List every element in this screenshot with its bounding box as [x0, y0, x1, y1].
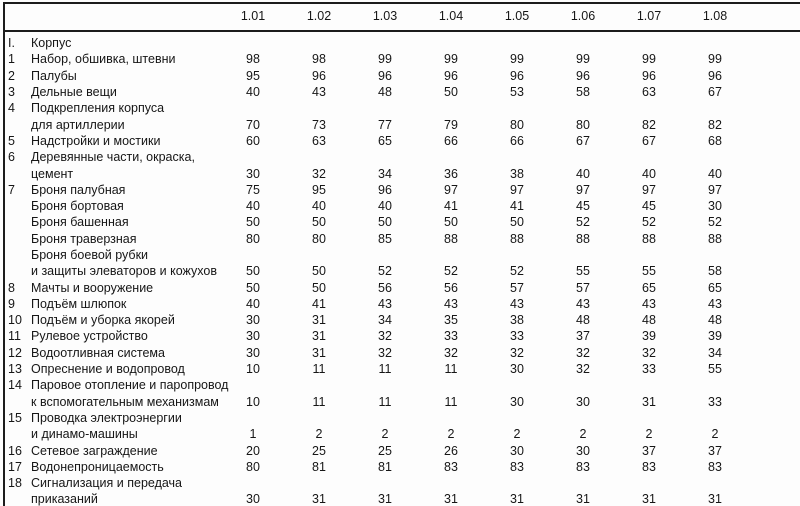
- table-row: [5, 263, 800, 279]
- value-cell: 33: [642, 362, 656, 377]
- table-header-separator: [3, 30, 800, 32]
- value-cell: 43: [378, 296, 392, 311]
- value-cell: 30: [246, 345, 260, 360]
- value-cell: 31: [378, 492, 392, 506]
- value-cell: 48: [378, 85, 392, 100]
- value-cell: 99: [510, 52, 524, 67]
- value-cell: 77: [378, 117, 392, 132]
- value-cell: 68: [708, 133, 722, 148]
- value-cell: 83: [444, 459, 458, 474]
- row-label: Корпус: [31, 36, 72, 51]
- value-cell: 65: [708, 280, 722, 295]
- row-number: 12: [8, 345, 22, 360]
- table-body: [5, 35, 800, 506]
- table-row: [5, 84, 800, 100]
- column-header: 1.08: [702, 9, 728, 23]
- value-cell: 40: [642, 166, 656, 181]
- value-cell: 97: [576, 182, 590, 197]
- value-cell: 96: [444, 68, 458, 83]
- table-row: [5, 377, 800, 393]
- value-cell: 11: [312, 362, 326, 377]
- value-cell: 43: [642, 296, 656, 311]
- value-cell: 96: [576, 68, 590, 83]
- value-cell: 52: [708, 215, 722, 230]
- row-number: 8: [8, 280, 15, 295]
- row-number: 5: [8, 133, 15, 148]
- value-cell: 52: [378, 264, 392, 279]
- row-number: I.: [8, 36, 15, 51]
- value-cell: 2: [381, 427, 389, 442]
- table-row: [5, 68, 800, 84]
- value-cell: 85: [378, 231, 392, 246]
- value-cell: 11: [378, 394, 392, 409]
- value-cell: 58: [576, 85, 590, 100]
- row-label: Подъём и уборка якорей: [31, 313, 175, 328]
- value-cell: 83: [576, 459, 590, 474]
- row-label: Сетевое заграждение: [31, 443, 158, 458]
- value-cell: 67: [708, 85, 722, 100]
- row-number: 2: [8, 68, 15, 83]
- value-cell: 60: [246, 133, 260, 148]
- value-cell: 33: [708, 394, 722, 409]
- table-row: [5, 345, 800, 361]
- value-cell: 83: [510, 459, 524, 474]
- value-cell: 50: [378, 215, 392, 230]
- table-row: [5, 426, 800, 442]
- table-row: [5, 491, 800, 506]
- row-label: Подъём шлюпок: [31, 296, 127, 311]
- row-label: Водоотливная система: [31, 345, 165, 360]
- value-cell: 32: [378, 329, 392, 344]
- value-cell: 40: [576, 166, 590, 181]
- value-cell: 48: [708, 313, 722, 328]
- value-cell: 88: [444, 231, 458, 246]
- value-cell: 30: [246, 329, 260, 344]
- value-cell: 99: [378, 52, 392, 67]
- row-number: 7: [8, 182, 15, 197]
- row-label: Проводка электроэнергии: [31, 410, 182, 425]
- row-number: 1: [8, 52, 15, 67]
- value-cell: 95: [312, 182, 326, 197]
- value-cell: 10: [246, 362, 260, 377]
- value-cell: 65: [642, 280, 656, 295]
- value-cell: 30: [246, 492, 260, 506]
- value-cell: 43: [312, 85, 326, 100]
- value-cell: 34: [378, 166, 392, 181]
- value-cell: 50: [312, 264, 326, 279]
- row-label: Деревянные части, окраска,: [31, 150, 195, 165]
- value-cell: 66: [510, 133, 524, 148]
- value-cell: 11: [312, 394, 326, 409]
- row-number: 15: [8, 410, 22, 425]
- row-label: и динамо-машины: [31, 427, 138, 442]
- table-row: [5, 328, 800, 344]
- value-cell: 73: [312, 117, 326, 132]
- value-cell: 43: [444, 296, 458, 311]
- value-cell: 67: [642, 133, 656, 148]
- row-label: Броня бортовая: [31, 199, 124, 214]
- value-cell: 40: [708, 166, 722, 181]
- table-row: [5, 214, 800, 230]
- row-label: Рулевое устройство: [31, 329, 148, 344]
- table-row: [5, 312, 800, 328]
- table-row: [5, 442, 800, 458]
- value-cell: 2: [645, 427, 653, 442]
- value-cell: 80: [246, 231, 260, 246]
- table-row: [5, 198, 800, 214]
- value-cell: 32: [510, 345, 524, 360]
- value-cell: 82: [642, 117, 656, 132]
- value-cell: 80: [246, 459, 260, 474]
- value-cell: 97: [510, 182, 524, 197]
- value-cell: 96: [708, 68, 722, 83]
- row-label: и защиты элеваторов и кожухов: [31, 264, 217, 279]
- column-header: 1.04: [438, 9, 464, 23]
- value-cell: 88: [576, 231, 590, 246]
- column-header: 1.02: [306, 9, 332, 23]
- row-number: 11: [8, 329, 21, 344]
- row-number: 3: [8, 85, 15, 100]
- value-cell: 83: [708, 459, 722, 474]
- row-label: Опреснение и водопровод: [31, 362, 185, 377]
- table-row: [5, 116, 800, 132]
- value-cell: 31: [510, 492, 524, 506]
- value-cell: 97: [444, 182, 458, 197]
- value-cell: 32: [576, 345, 590, 360]
- value-cell: 30: [510, 443, 524, 458]
- value-cell: 97: [642, 182, 656, 197]
- row-label: к вспомогательным механизмам: [31, 394, 219, 409]
- value-cell: 11: [378, 362, 392, 377]
- row-label: Броня башенная: [31, 215, 129, 230]
- value-cell: 67: [576, 133, 590, 148]
- value-cell: 50: [444, 215, 458, 230]
- value-cell: 56: [378, 280, 392, 295]
- value-cell: 31: [642, 394, 656, 409]
- value-cell: 30: [510, 362, 524, 377]
- row-label: Набор, обшивка, штевни: [31, 52, 176, 67]
- value-cell: 43: [510, 296, 524, 311]
- value-cell: 45: [642, 199, 656, 214]
- value-cell: 95: [246, 68, 260, 83]
- value-cell: 37: [642, 443, 656, 458]
- value-cell: 55: [708, 362, 722, 377]
- value-cell: 40: [246, 85, 260, 100]
- value-cell: 65: [378, 133, 392, 148]
- table-row: [5, 459, 800, 475]
- value-cell: 81: [312, 459, 326, 474]
- row-label: Броня боевой рубки: [31, 248, 149, 262]
- value-cell: 50: [312, 280, 326, 295]
- row-label: цемент: [31, 166, 74, 181]
- table-row: [5, 149, 800, 165]
- value-cell: 98: [312, 52, 326, 67]
- value-cell: 32: [312, 166, 326, 181]
- value-cell: 39: [642, 329, 656, 344]
- value-cell: 38: [510, 166, 524, 181]
- value-cell: 1: [249, 427, 257, 442]
- value-cell: 31: [642, 492, 656, 506]
- row-label: Сигнализация и передача: [31, 476, 183, 491]
- value-cell: 96: [378, 68, 392, 83]
- row-number: 18: [8, 476, 22, 491]
- row-label: Броня палубная: [31, 182, 126, 197]
- value-cell: 52: [642, 215, 656, 230]
- value-cell: 2: [579, 427, 587, 442]
- row-label: Броня траверзная: [31, 231, 137, 246]
- table-row: [5, 394, 800, 410]
- value-cell: 52: [576, 215, 590, 230]
- value-cell: 50: [312, 215, 326, 230]
- table-row: [5, 361, 800, 377]
- value-cell: 38: [510, 313, 524, 328]
- table-row: [5, 51, 800, 67]
- value-cell: 96: [642, 68, 656, 83]
- value-cell: 25: [312, 443, 326, 458]
- value-cell: 2: [315, 427, 323, 442]
- value-cell: 63: [642, 85, 656, 100]
- value-cell: 31: [444, 492, 458, 506]
- row-label: Паровое отопление и паропровод: [31, 378, 229, 393]
- value-cell: 31: [708, 492, 722, 506]
- value-cell: 30: [708, 199, 722, 214]
- value-cell: 41: [510, 199, 524, 214]
- value-cell: 88: [642, 231, 656, 246]
- row-label: Дельные вещи: [31, 85, 117, 100]
- value-cell: 57: [576, 280, 590, 295]
- value-cell: 30: [576, 443, 590, 458]
- value-cell: 40: [312, 199, 326, 214]
- value-cell: 32: [378, 345, 392, 360]
- value-cell: 96: [312, 68, 326, 83]
- value-cell: 31: [312, 313, 326, 328]
- value-cell: 98: [246, 52, 260, 67]
- row-number: 4: [8, 101, 15, 116]
- column-header: 1.03: [372, 9, 398, 23]
- row-number: 16: [8, 443, 22, 458]
- column-header: 1.01: [240, 9, 266, 23]
- table-row: [5, 247, 800, 263]
- value-cell: 35: [444, 313, 458, 328]
- value-cell: 41: [444, 199, 458, 214]
- value-cell: 52: [444, 264, 458, 279]
- value-cell: 70: [246, 117, 260, 132]
- row-number: 14: [8, 378, 22, 393]
- column-header: 1.06: [570, 9, 596, 23]
- value-cell: 50: [444, 85, 458, 100]
- table-row: [5, 296, 800, 312]
- row-label: Палубы: [31, 68, 77, 83]
- row-label: Мачты и вооружение: [31, 280, 154, 295]
- value-cell: 39: [708, 329, 722, 344]
- value-cell: 96: [378, 182, 392, 197]
- row-label: для артиллерии: [31, 117, 125, 132]
- value-cell: 41: [312, 296, 326, 311]
- value-cell: 31: [312, 345, 326, 360]
- row-label: Надстройки и мостики: [31, 133, 161, 148]
- table-row: [5, 100, 800, 116]
- table-row: [5, 231, 800, 247]
- row-label: Подкрепления корпуса: [31, 101, 165, 116]
- value-cell: 58: [708, 264, 722, 279]
- value-cell: 53: [510, 85, 524, 100]
- value-cell: 31: [312, 329, 326, 344]
- value-cell: 88: [708, 231, 722, 246]
- value-cell: 83: [642, 459, 656, 474]
- value-cell: 30: [510, 394, 524, 409]
- row-label: приказаний: [31, 492, 98, 506]
- value-cell: 25: [378, 443, 392, 458]
- value-cell: 97: [708, 182, 722, 197]
- value-cell: 80: [312, 231, 326, 246]
- value-cell: 32: [444, 345, 458, 360]
- value-cell: 50: [510, 215, 524, 230]
- row-number: 13: [8, 362, 22, 377]
- value-cell: 50: [246, 280, 260, 295]
- table-row: [5, 165, 800, 181]
- value-cell: 81: [378, 459, 392, 474]
- table-row: [5, 35, 800, 51]
- value-cell: 48: [576, 313, 590, 328]
- row-number: 6: [8, 150, 15, 165]
- value-cell: 99: [444, 52, 458, 67]
- row-label: Водонепроницаемость: [31, 459, 164, 474]
- value-cell: 37: [576, 329, 590, 344]
- value-cell: 11: [444, 394, 458, 409]
- value-cell: 50: [246, 264, 260, 279]
- value-cell: 99: [708, 52, 722, 67]
- table-row: [5, 475, 800, 491]
- column-header: 1.07: [636, 9, 662, 23]
- table-header: [5, 2, 800, 30]
- value-cell: 32: [642, 345, 656, 360]
- row-number: 17: [8, 459, 22, 474]
- value-cell: 79: [444, 117, 458, 132]
- value-cell: 2: [513, 427, 521, 442]
- value-cell: 33: [444, 329, 458, 344]
- value-cell: 30: [246, 313, 260, 328]
- value-cell: 40: [378, 199, 392, 214]
- value-cell: 40: [246, 199, 260, 214]
- value-cell: 26: [444, 443, 458, 458]
- value-cell: 56: [444, 280, 458, 295]
- value-cell: 80: [576, 117, 590, 132]
- value-cell: 63: [312, 133, 326, 148]
- table-row: [5, 410, 800, 426]
- value-cell: 2: [447, 427, 455, 442]
- value-cell: 88: [510, 231, 524, 246]
- value-cell: 33: [510, 329, 524, 344]
- value-cell: 48: [642, 313, 656, 328]
- value-cell: 2: [711, 427, 719, 442]
- value-cell: 82: [708, 117, 722, 132]
- table-row: [5, 182, 800, 198]
- value-cell: 43: [708, 296, 722, 311]
- value-cell: 11: [444, 362, 458, 377]
- value-cell: 80: [510, 117, 524, 132]
- value-cell: 31: [312, 492, 326, 506]
- value-cell: 37: [708, 443, 722, 458]
- value-cell: 30: [576, 394, 590, 409]
- value-cell: 50: [246, 215, 260, 230]
- value-cell: 66: [444, 133, 458, 148]
- value-cell: 40: [246, 296, 260, 311]
- value-cell: 34: [708, 345, 722, 360]
- value-cell: 52: [510, 264, 524, 279]
- value-cell: 20: [246, 443, 260, 458]
- value-cell: 55: [576, 264, 590, 279]
- value-cell: 96: [510, 68, 524, 83]
- value-cell: 57: [510, 280, 524, 295]
- value-cell: 30: [246, 166, 260, 181]
- value-cell: 32: [576, 362, 590, 377]
- value-cell: 10: [246, 394, 260, 409]
- table-row: [5, 133, 800, 149]
- value-cell: 99: [642, 52, 656, 67]
- value-cell: 31: [576, 492, 590, 506]
- value-cell: 99: [576, 52, 590, 67]
- row-number: 9: [8, 296, 15, 311]
- value-cell: 55: [642, 264, 656, 279]
- column-header: 1.05: [504, 9, 530, 23]
- value-cell: 36: [444, 166, 458, 181]
- value-cell: 45: [576, 199, 590, 214]
- value-cell: 43: [576, 296, 590, 311]
- table-row: [5, 279, 800, 295]
- value-cell: 34: [378, 313, 392, 328]
- value-cell: 75: [246, 182, 260, 197]
- row-number: 10: [8, 313, 22, 328]
